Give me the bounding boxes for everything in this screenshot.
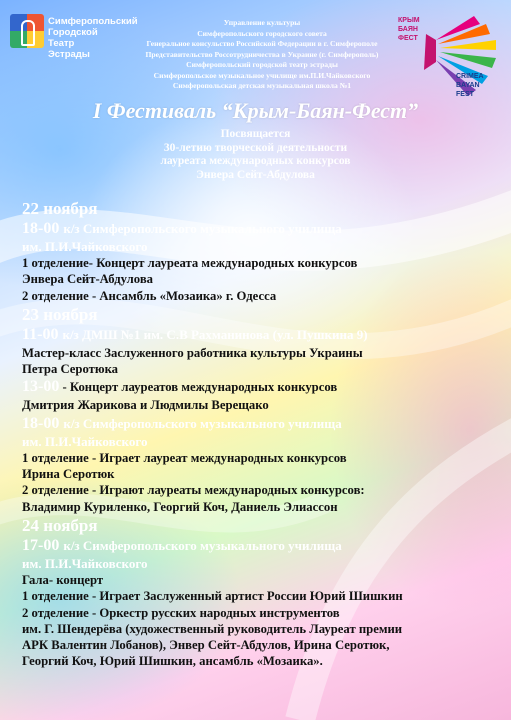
program-line: 1 отделение - Играет Заслуженный артист России Юрий Шишкин [22,589,403,604]
program-schedule [22,198,504,670]
program-line: Мастер-класс Заслуженного работника культуры Украины [22,345,363,360]
event-header [22,536,504,556]
event-venue-cont: им. П.И.Чайковского [22,555,148,571]
organizers-list: Управление культуры Симферопольского городского совета Генеральное консульство Российской Федерации в г. Симферополе Представительство Россотрудничества в Украине (г. Симферополь) Симферопольский городской театр эстрады Симферопольское музыкальное училище им.П.И.Чайковского Симферопольская детская музыкальная школа №1 [145,18,379,90]
event-venue-cont: им. П.И.Чайковского [22,433,148,449]
program-line: Дмитрия Жарикова и Людмилы Верещако [22,398,269,413]
event-description: - Концерт лауреатов международных конкурсов [59,380,338,395]
program-line: Петра Серотюка [22,362,119,377]
event-venue: к/з Симферопольского музыкального училища [63,415,342,431]
event-venue-cont: им. П.И.Чайковского [22,239,148,254]
program-line: 1 отделение - Играет лауреат международных конкурсов [22,450,347,465]
event-time: 17-00 [22,536,60,554]
program-line: Гала- концерт [22,572,104,587]
program-line: им. Г. Шендерёва (художественный руководитель Лауреат премии [22,621,403,636]
festival-logo-text-ru: КРЫМ БАЯН ФЕСТ [398,17,420,42]
program-line: 2 отделение - Оркестр русских народных инструментов [22,605,340,620]
program-line: Владимир Куриленко, Георгий Коч, Даниель Элиассон [22,499,338,514]
program-line: Ирина Серотюк [22,467,115,482]
event-header [22,325,504,345]
event-venue: к/з Симферопольского музыкального училища [63,537,342,553]
event-time: 11-00 [22,325,59,343]
event-time: 18-00 [22,220,60,237]
event-header [22,414,504,434]
program-line: Энвера Сейт-Абдулова [22,272,154,287]
festival-title: I Фестиваль “Крым-Баян-Фест” [92,98,419,123]
program-line: 2 отделение - Ансамбль «Мозаика» г. Одесса [22,288,277,303]
program-line: АРК Валентин Лобанов), Энвер Сейт-Абдулов, Ирина Серотюк, [22,638,390,653]
day-date: 24 ноября [22,515,98,535]
event-time: 18-00 [22,414,60,432]
program-line: Георгий Коч, Юрий Шишкин, ансамбль «Мозаика». [22,654,323,669]
day-date: 23 ноября [22,304,98,324]
event-time: 13-00 [22,378,60,396]
theatre-logo-text: Симферопольский Городской Театр Эстрады [48,16,138,60]
theatre-logo-icon [10,14,44,48]
dedication: Посвящается 30-летию творческой деятельности лауреата международных конкурсов Энвера Сейт-Абдулова [160,128,351,181]
festival-logo-text-en: CRIMEA BAYAN FEST [456,73,484,98]
day-date: 22 ноября [22,199,98,218]
event-header [22,219,504,239]
program-line: 1 отделение- Концерт лауреата международных конкурсов [22,256,358,270]
event-venue: к/з ДМШ №1 им. С.В Рахманинова (ул. Пушкина 9) [62,326,368,342]
festival-logo [396,10,504,108]
event-header [22,377,504,397]
event-venue: к/з Симферопольского музыкального училища [63,221,342,236]
program-line: 2 отделение - Играют лауреаты международных конкурсов: [22,483,365,498]
